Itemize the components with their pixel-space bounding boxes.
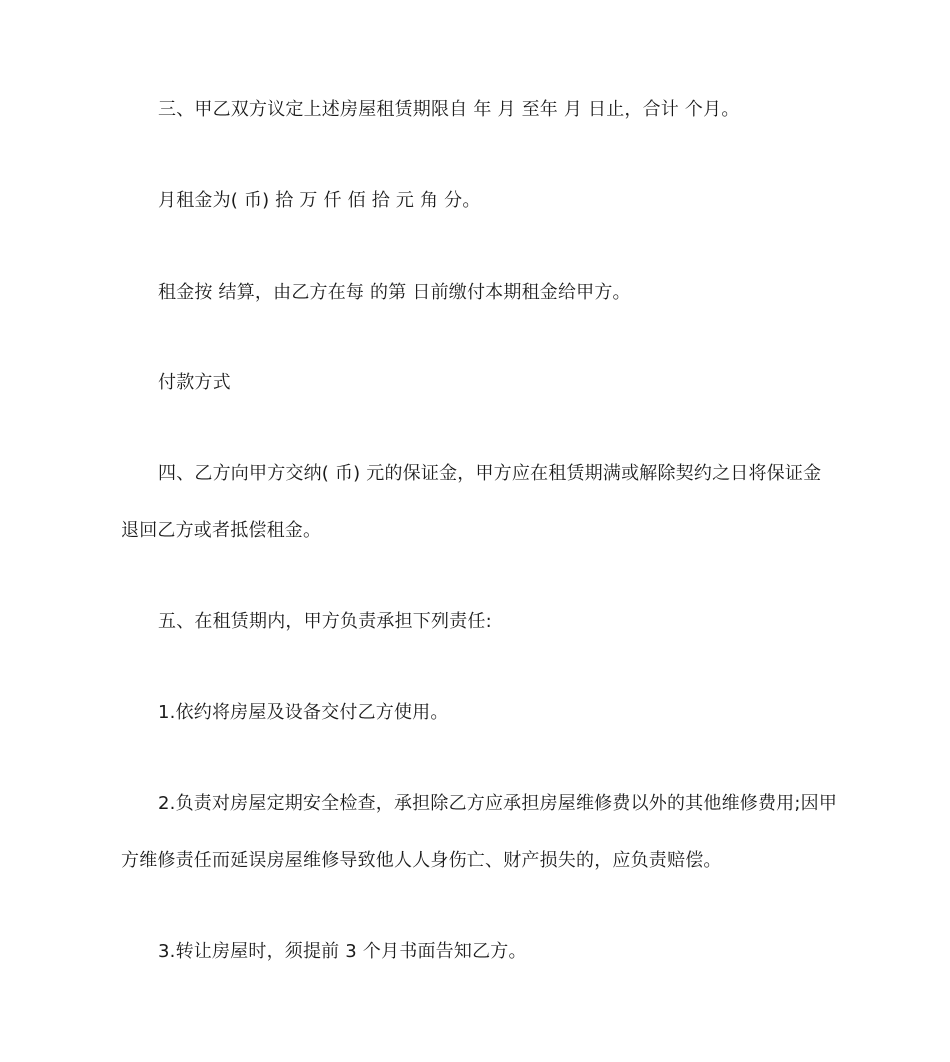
clause-5-item-1: 1.依约将房屋及设备交付乙方使用。	[158, 702, 449, 723]
monthly-rent-line: 月租金为( 币) 拾 万 仟 佰 拾 元 角 分。	[158, 190, 481, 211]
clause-3-lease-term: 三、甲乙双方议定上述房屋租赁期限自 年 月 至年 月 日止，合计 个月。	[158, 99, 740, 120]
clause-4-deposit-line-1: 四、乙方向甲方交纳( 币) 元的保证金，甲方应在租赁期满或解除契约之日将保证金	[158, 463, 822, 484]
rent-settlement-line: 租金按 结算，由乙方在每 的第 日前缴付本期租金给甲方。	[158, 282, 631, 303]
clause-5-heading: 五、在租赁期内，甲方负责承担下列责任:	[158, 611, 492, 632]
clause-5-item-2-line-1: 2.负责对房屋定期安全检查，承担除乙方应承担房屋维修费以外的其他维修费用;因甲	[158, 793, 838, 814]
clause-5-item-2-line-2: 方维修责任而延误房屋维修导致他人人身伤亡、财产损失的，应负责赔偿。	[121, 850, 722, 871]
payment-method-line: 付款方式	[158, 372, 231, 393]
clause-5-item-3: 3.转让房屋时，须提前 3 个月书面告知乙方。	[158, 941, 527, 962]
clause-4-deposit-line-2: 退回乙方或者抵偿租金。	[121, 520, 322, 541]
